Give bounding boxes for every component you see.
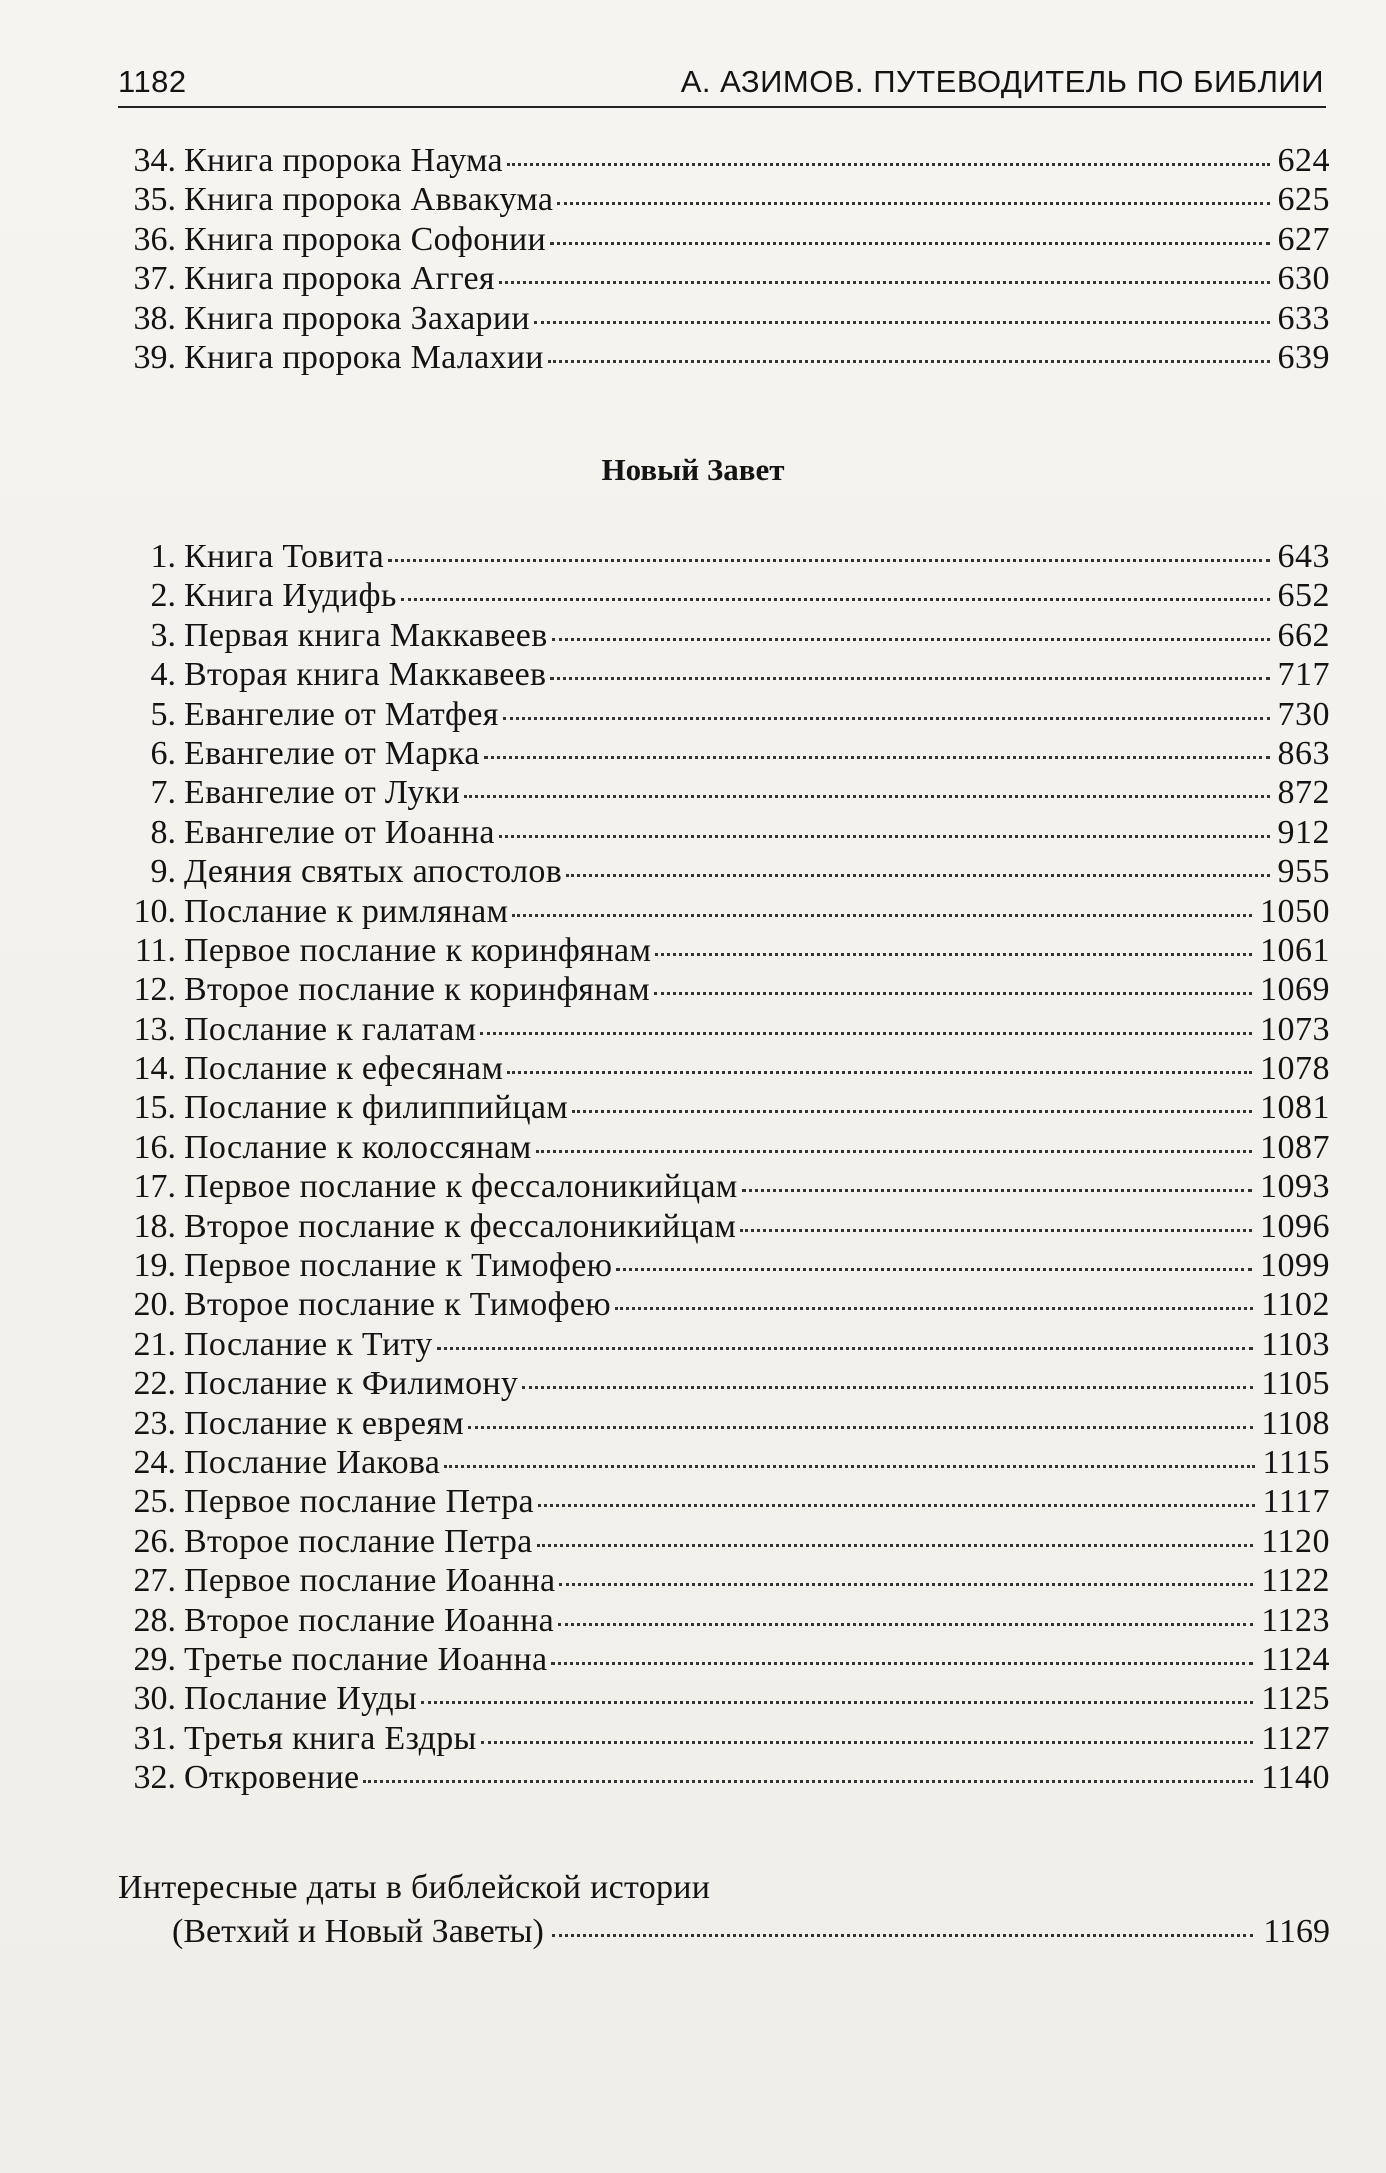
leader-dots [740, 1229, 1252, 1232]
entry-title: Послание к Титу [184, 1325, 433, 1363]
toc-entry[interactable] [118, 1679, 1330, 1718]
entry-number: 10. [133, 892, 176, 930]
entry-number: 4. [150, 656, 176, 694]
entry-title: Евангелие от Иоанна [184, 813, 495, 851]
entry-page-number: 912 [1277, 813, 1330, 851]
entry-page-number: 627 [1277, 220, 1330, 258]
leader-dots [444, 1465, 1254, 1468]
entry-page-number: 1087 [1260, 1128, 1330, 1166]
entry-title: Послание к ефесянам [184, 1050, 504, 1088]
entry-page-number: 662 [1277, 616, 1330, 654]
entry-title: Первое послание к Тимофею [184, 1247, 613, 1285]
entry-title: Третье послание Иоанна [184, 1640, 548, 1678]
appendix-page-number: 1169 [1263, 1913, 1330, 1950]
entry-title: Первое послание к коринфянам [184, 931, 652, 969]
leader-dots [421, 1701, 1253, 1704]
toc-entry[interactable] [118, 813, 1330, 852]
toc-entry[interactable] [118, 1325, 1330, 1364]
toc-entry[interactable] [118, 1207, 1330, 1246]
entry-title: Второе послание к фессалоникийцам [184, 1207, 737, 1245]
entry-page-number: 1073 [1260, 1010, 1330, 1048]
leader-dots [548, 360, 1270, 363]
entry-title: Послание к Филимону [184, 1365, 519, 1403]
toc-entry[interactable] [118, 931, 1330, 970]
toc-entry[interactable] [118, 1443, 1330, 1482]
toc-entry[interactable] [118, 180, 1330, 219]
entry-page-number: 1102 [1261, 1286, 1330, 1324]
entry-number: 22. [133, 1365, 176, 1403]
toc-entry[interactable] [118, 338, 1330, 377]
page-number: 1182 [118, 64, 187, 99]
leader-dots [572, 1110, 1252, 1113]
leader-dots [503, 717, 1270, 720]
entry-number: 9. [150, 853, 176, 891]
leader-dots [507, 163, 1270, 166]
entry-page-number: 1105 [1261, 1365, 1330, 1403]
entry-title: Послание к римлянам [184, 892, 509, 930]
leader-dots [499, 835, 1270, 838]
toc-entry[interactable] [118, 1482, 1330, 1521]
entry-page-number: 1093 [1260, 1168, 1330, 1206]
entry-number: 2. [150, 577, 176, 615]
toc-entry[interactable] [118, 1758, 1330, 1797]
leader-dots [468, 1426, 1253, 1429]
entry-title: Книга пророка Аввакума [184, 181, 554, 219]
toc-entry[interactable] [118, 537, 1330, 576]
entry-page-number: 1050 [1260, 892, 1330, 930]
entry-number: 30. [133, 1680, 176, 1718]
toc-entry[interactable] [118, 1167, 1330, 1206]
entry-page-number: 1127 [1261, 1719, 1330, 1757]
toc-entry[interactable] [118, 299, 1330, 338]
leader-dots [534, 321, 1270, 324]
entry-number: 16. [133, 1128, 176, 1166]
entry-title: Послание Иуды [184, 1680, 417, 1718]
entry-page-number: 630 [1277, 260, 1330, 298]
entry-title: Книга Товита [184, 538, 385, 575]
entry-number: 32. [133, 1759, 176, 1797]
toc-entry[interactable] [118, 695, 1330, 734]
leader-dots [538, 1504, 1255, 1507]
entry-title: Второе послание Петра [184, 1522, 533, 1560]
leader-dots [363, 1780, 1253, 1783]
entry-title: Книга пророка Софонии [184, 220, 546, 258]
entry-number: 25. [133, 1483, 176, 1521]
leader-dots [615, 1307, 1253, 1310]
entry-title: Первое послание к фессалоникийцам [184, 1168, 738, 1206]
leader-dots [499, 281, 1270, 284]
leader-dots [551, 1662, 1253, 1665]
entry-number: 14. [133, 1050, 176, 1088]
toc-entry[interactable] [118, 141, 1330, 180]
entry-page-number: 717 [1277, 656, 1330, 694]
entry-title: Книга пророка Наума [184, 142, 503, 179]
entry-title: Евангелие от Марка [184, 734, 480, 772]
entry-title: Второе послание к Тимофею [184, 1286, 611, 1324]
toc-entry[interactable] [118, 616, 1330, 655]
entry-page-number: 633 [1277, 299, 1330, 337]
entry-number: 5. [150, 695, 176, 733]
entry-title: Первое послание Петра [184, 1483, 534, 1521]
toc-entry[interactable] [118, 220, 1330, 259]
toc-entry[interactable] [118, 1522, 1330, 1561]
toc-entry[interactable] [118, 1404, 1330, 1443]
leader-dots [552, 638, 1270, 641]
entry-number: 26. [133, 1522, 176, 1560]
entry-number: 20. [133, 1286, 176, 1324]
toc-entry[interactable] [118, 1088, 1330, 1127]
entry-title: Книга Иудифь [184, 577, 397, 615]
entry-page-number: 1078 [1260, 1050, 1330, 1088]
appendix-title-line2-row [118, 1910, 1330, 1954]
leader-dots [512, 914, 1252, 917]
leader-dots [464, 795, 1270, 798]
leader-dots [654, 992, 1252, 995]
entry-page-number: 955 [1277, 853, 1330, 891]
entry-number: 28. [133, 1601, 176, 1639]
entry-title: Послание Иакова [184, 1443, 441, 1481]
entry-title: Книга пророка Захарии [184, 299, 530, 337]
toc-entry[interactable] [118, 259, 1330, 298]
entry-number: 23. [133, 1404, 176, 1442]
leader-dots [522, 1386, 1253, 1389]
entry-number: 37. [133, 260, 176, 298]
entry-number: 31. [133, 1719, 176, 1757]
leader-dots [742, 1189, 1252, 1192]
entry-page-number: 625 [1277, 181, 1330, 219]
entry-title: Послание к галатам [184, 1010, 477, 1048]
entry-title: Евангелие от Матфея [184, 695, 499, 733]
leader-dots [480, 1032, 1252, 1035]
entry-number: 17. [133, 1168, 176, 1206]
entry-number: 7. [150, 774, 176, 812]
running-title: А. АЗИМОВ. ПУТЕВОДИТЕЛЬ ПО БИБЛИИ [680, 64, 1324, 99]
entry-number: 13. [133, 1010, 176, 1048]
entry-page-number: 1099 [1260, 1247, 1330, 1285]
toc-entry[interactable] [118, 1719, 1330, 1758]
entry-number: 34. [133, 142, 176, 179]
entry-page-number: 1123 [1261, 1601, 1330, 1639]
entry-title: Деяния святых апостолов [184, 853, 563, 891]
entry-page-number: 730 [1277, 695, 1330, 733]
entry-number: 27. [133, 1562, 176, 1600]
entry-number: 6. [150, 734, 176, 772]
leader-dots [507, 1071, 1252, 1074]
leader-dots [655, 953, 1252, 956]
old-testament-toc-continued [118, 141, 1330, 377]
toc-entry[interactable] [118, 1049, 1330, 1088]
page-header [118, 56, 1326, 108]
leader-dots [481, 1741, 1254, 1744]
entry-number: 19. [133, 1247, 176, 1285]
entry-page-number: 639 [1277, 338, 1330, 376]
entry-page-number: 643 [1277, 538, 1330, 575]
entry-title: Евангелие от Луки [184, 774, 460, 812]
entry-page-number: 1103 [1261, 1325, 1330, 1363]
entry-page-number: 1108 [1261, 1404, 1330, 1442]
toc-entry[interactable] [118, 1364, 1330, 1403]
entry-page-number: 652 [1277, 577, 1330, 615]
leader-dots [559, 1583, 1253, 1586]
toc-entry[interactable] [118, 773, 1330, 812]
entry-title: Второе послание к коринфянам [184, 971, 650, 1009]
entry-number: 3. [150, 616, 176, 654]
toc-entry[interactable] [118, 1601, 1330, 1640]
entry-title: Вторая книга Маккавеев [184, 656, 547, 694]
toc-entry[interactable] [118, 734, 1330, 773]
appendix-title-line2: (Ветхий и Новый Заветы) [172, 1913, 544, 1950]
entry-title: Первая книга Маккавеев [184, 616, 548, 654]
toc-entry[interactable] [118, 1010, 1330, 1049]
toc-entry[interactable] [118, 1640, 1330, 1679]
entry-number: 35. [133, 181, 176, 219]
entry-title: Послание к колоссянам [184, 1128, 532, 1166]
entry-title: Послание к филиппийцам [184, 1089, 569, 1127]
entry-title: Книга пророка Малахии [184, 338, 544, 376]
entry-title: Откровение [184, 1759, 360, 1797]
entry-title: Послание к евреям [184, 1404, 465, 1442]
entry-number: 38. [133, 299, 176, 337]
entry-number: 11. [134, 931, 176, 969]
entry-title: Второе послание Иоанна [184, 1601, 554, 1639]
entry-page-number: 1081 [1260, 1089, 1330, 1127]
entry-title: Первое послание Иоанна [184, 1562, 556, 1600]
entry-number: 39. [133, 338, 176, 376]
entry-number: 36. [133, 220, 176, 258]
entry-number: 21. [133, 1325, 176, 1363]
entry-page-number: 1096 [1260, 1207, 1330, 1245]
toc-entry[interactable] [118, 852, 1330, 891]
toc-entry[interactable] [118, 892, 1330, 931]
new-testament-toc [118, 537, 1330, 1798]
entry-page-number: 624 [1277, 142, 1330, 179]
entry-page-number: 1125 [1261, 1680, 1330, 1718]
appendix-entry[interactable] [118, 1866, 1330, 1954]
entry-page-number: 872 [1277, 774, 1330, 812]
entry-page-number: 863 [1277, 734, 1330, 772]
toc-entry[interactable] [118, 1246, 1330, 1285]
leader-dots [388, 559, 1269, 562]
entry-number: 29. [133, 1640, 176, 1678]
entry-number: 1. [150, 538, 176, 575]
entry-page-number: 1124 [1261, 1640, 1330, 1678]
toc-entry[interactable] [118, 1561, 1330, 1600]
toc-entry[interactable] [118, 1285, 1330, 1324]
toc-entry[interactable] [118, 576, 1330, 615]
entry-number: 18. [133, 1207, 176, 1245]
toc-entry[interactable] [118, 655, 1330, 694]
leader-dots [557, 202, 1269, 205]
entry-page-number: 1115 [1262, 1443, 1330, 1481]
entry-title: Третья книга Ездры [184, 1719, 477, 1757]
leader-dots [437, 1347, 1254, 1350]
toc-entry[interactable] [118, 1128, 1330, 1167]
leader-dots [484, 756, 1270, 759]
leader-dots [536, 1150, 1252, 1153]
leader-dots [616, 1268, 1252, 1271]
entry-number: 12. [133, 971, 176, 1009]
entry-title: Книга пророка Аггея [184, 260, 495, 298]
leader-dots [550, 677, 1269, 680]
entry-number: 24. [133, 1443, 176, 1481]
leader-dots [401, 598, 1270, 601]
appendix-title-line1: Интересные даты в библейской истории [118, 1869, 711, 1906]
leader-dots [550, 242, 1270, 245]
leader-dots [537, 1544, 1254, 1547]
entry-page-number: 1140 [1261, 1759, 1330, 1797]
entry-page-number: 1117 [1262, 1483, 1330, 1521]
entry-page-number: 1122 [1261, 1562, 1330, 1600]
entry-page-number: 1061 [1260, 931, 1330, 969]
leader-dots [566, 874, 1269, 877]
entry-page-number: 1069 [1260, 971, 1330, 1009]
section-heading-new-testament: Новый Завет [601, 452, 785, 487]
entry-page-number: 1120 [1261, 1522, 1330, 1560]
leader-dots [552, 1934, 1253, 1937]
entry-number: 8. [150, 813, 176, 851]
entry-number: 15. [133, 1089, 176, 1127]
leader-dots [558, 1623, 1253, 1626]
toc-entry[interactable] [118, 970, 1330, 1009]
